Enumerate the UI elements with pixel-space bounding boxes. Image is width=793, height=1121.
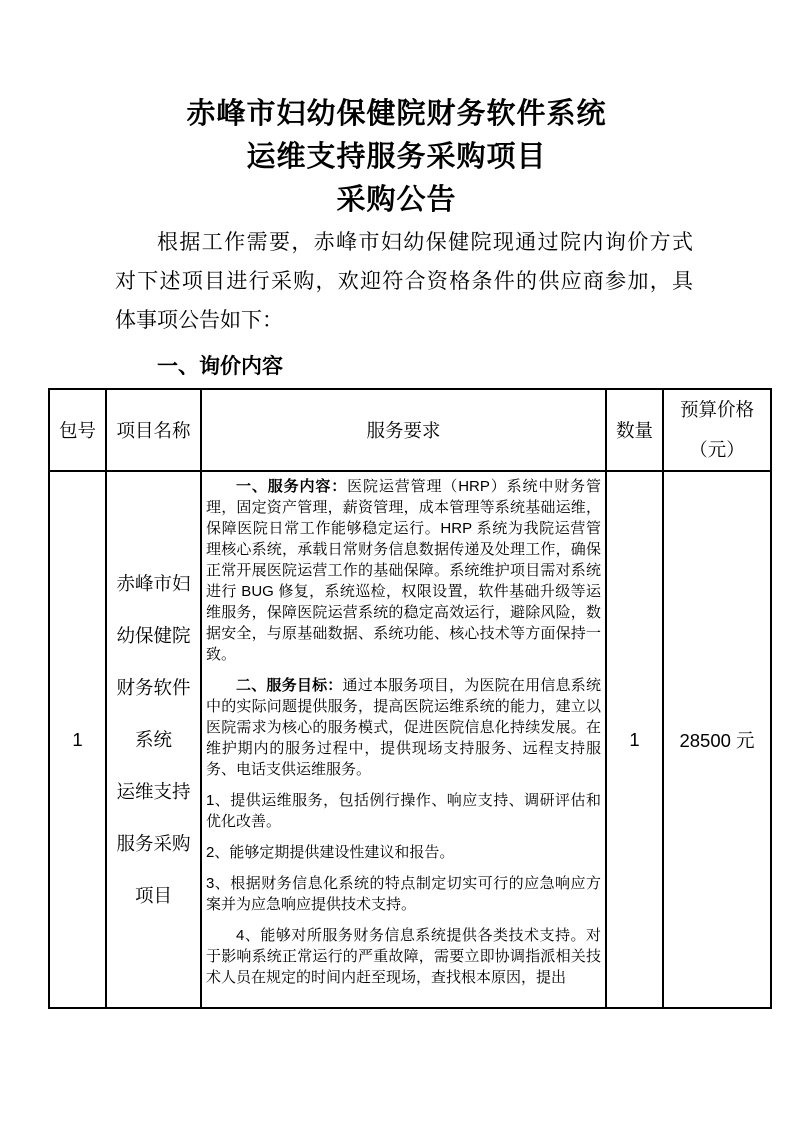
project-name-line: 幼保健院 [116, 624, 191, 646]
project-name-line: 项目 [134, 884, 172, 906]
service-item-4: 4、能够对所服务财务信息系统提供各类技术支持。对于影响系统正常运行的严重故障，需要立即协调指派相关技术人员在规定的时间内赶至现场，查找根本原因，提出 [206, 927, 601, 986]
header-quantity: 数量 [606, 389, 663, 471]
cell-project-name [106, 471, 201, 1008]
cell-package-no: 1 [49, 471, 106, 1008]
table-header-row [49, 389, 771, 471]
cell-budget-price: 28500 元 [663, 471, 771, 1008]
service-paragraph-goal: 二、服务目标：通过本服务项目，为医院在用信息系统中的实际问题提供服务，提高医院运维系统的能力，建立以医院需求为核心的服务模式，促进医院信息化持续发展。在维护期内的服务过程中，提供现场支持服务、远程支持服务、电话支供运维服务。 [206, 677, 601, 778]
project-name-line: 赤峰市妇 [116, 572, 191, 594]
header-budget-price-line-1: 预算价格 [679, 399, 754, 420]
cell-service-requirements [201, 471, 606, 1008]
document-title [0, 93, 793, 222]
table-row [49, 471, 771, 1008]
project-name-line: 服务采购 [116, 832, 191, 854]
service-paragraph-content: 一、服务内容：医院运营管理（HRP）系统中财务管理，固定资产管理，薪资管理，成本管理等系统基础运维，保障医院日常工作能够稳定运行。HRP 系统为我院运营管理核心系统，承载日常财务信息数据传递及处理工作，确保正常开展医院运营工作的基础保障。系统维护项目需对系统进行 BUG 修复，系统巡检，权限设置，软件基础升级等运维服务，保障医院运营系统的稳定高效运行，避除风险，数据安全，与原基础数据、系统功能、核心技术等方面保持一致。 [206, 478, 601, 663]
header-package-no: 包号 [49, 389, 106, 471]
document-title-line-1: 赤峰市妇幼保健院财务软件系统 [186, 98, 607, 130]
header-service-requirements: 服务要求 [201, 389, 606, 471]
intro-line: 根据工作需要，赤峰市妇幼保健院现通过院内询价方式 [157, 231, 693, 254]
project-name-line: 财务软件 [116, 676, 191, 698]
inquiry-table [48, 388, 772, 1009]
cell-quantity: 1 [606, 471, 663, 1008]
header-project-name: 项目名称 [106, 389, 201, 471]
service-paragraph-label: 一、服务内容： [236, 478, 348, 495]
service-item-1: 1、提供运维服务，包括例行操作、响应支持、调研评估和优化改善。 [206, 792, 601, 830]
project-name-line: 运维支持 [116, 780, 191, 802]
intro-line: 体事项公告如下： [115, 309, 283, 332]
document-title-line-3: 采购公告 [336, 184, 457, 216]
project-name-line: 系统 [134, 728, 172, 750]
header-budget-price [663, 389, 771, 471]
intro-paragraph [115, 223, 693, 340]
intro-line: 对下述项目进行采购，欢迎符合资格条件的供应商参加，具 [115, 270, 693, 293]
service-item-3: 3、根据财务信息化系统的特点制定切实可行的应急响应方案并为应急响应提供技术支持。 [206, 875, 601, 913]
service-item-2: 2、能够定期提供建设性建议和报告。 [206, 844, 455, 861]
document-title-line-2: 运维支持服务采购项目 [246, 141, 547, 173]
section-heading-inquiry-content: 一、询价内容 [157, 355, 283, 378]
service-paragraph-label: 二、服务目标： [236, 677, 343, 694]
header-budget-price-line-2: （元） [689, 439, 745, 460]
